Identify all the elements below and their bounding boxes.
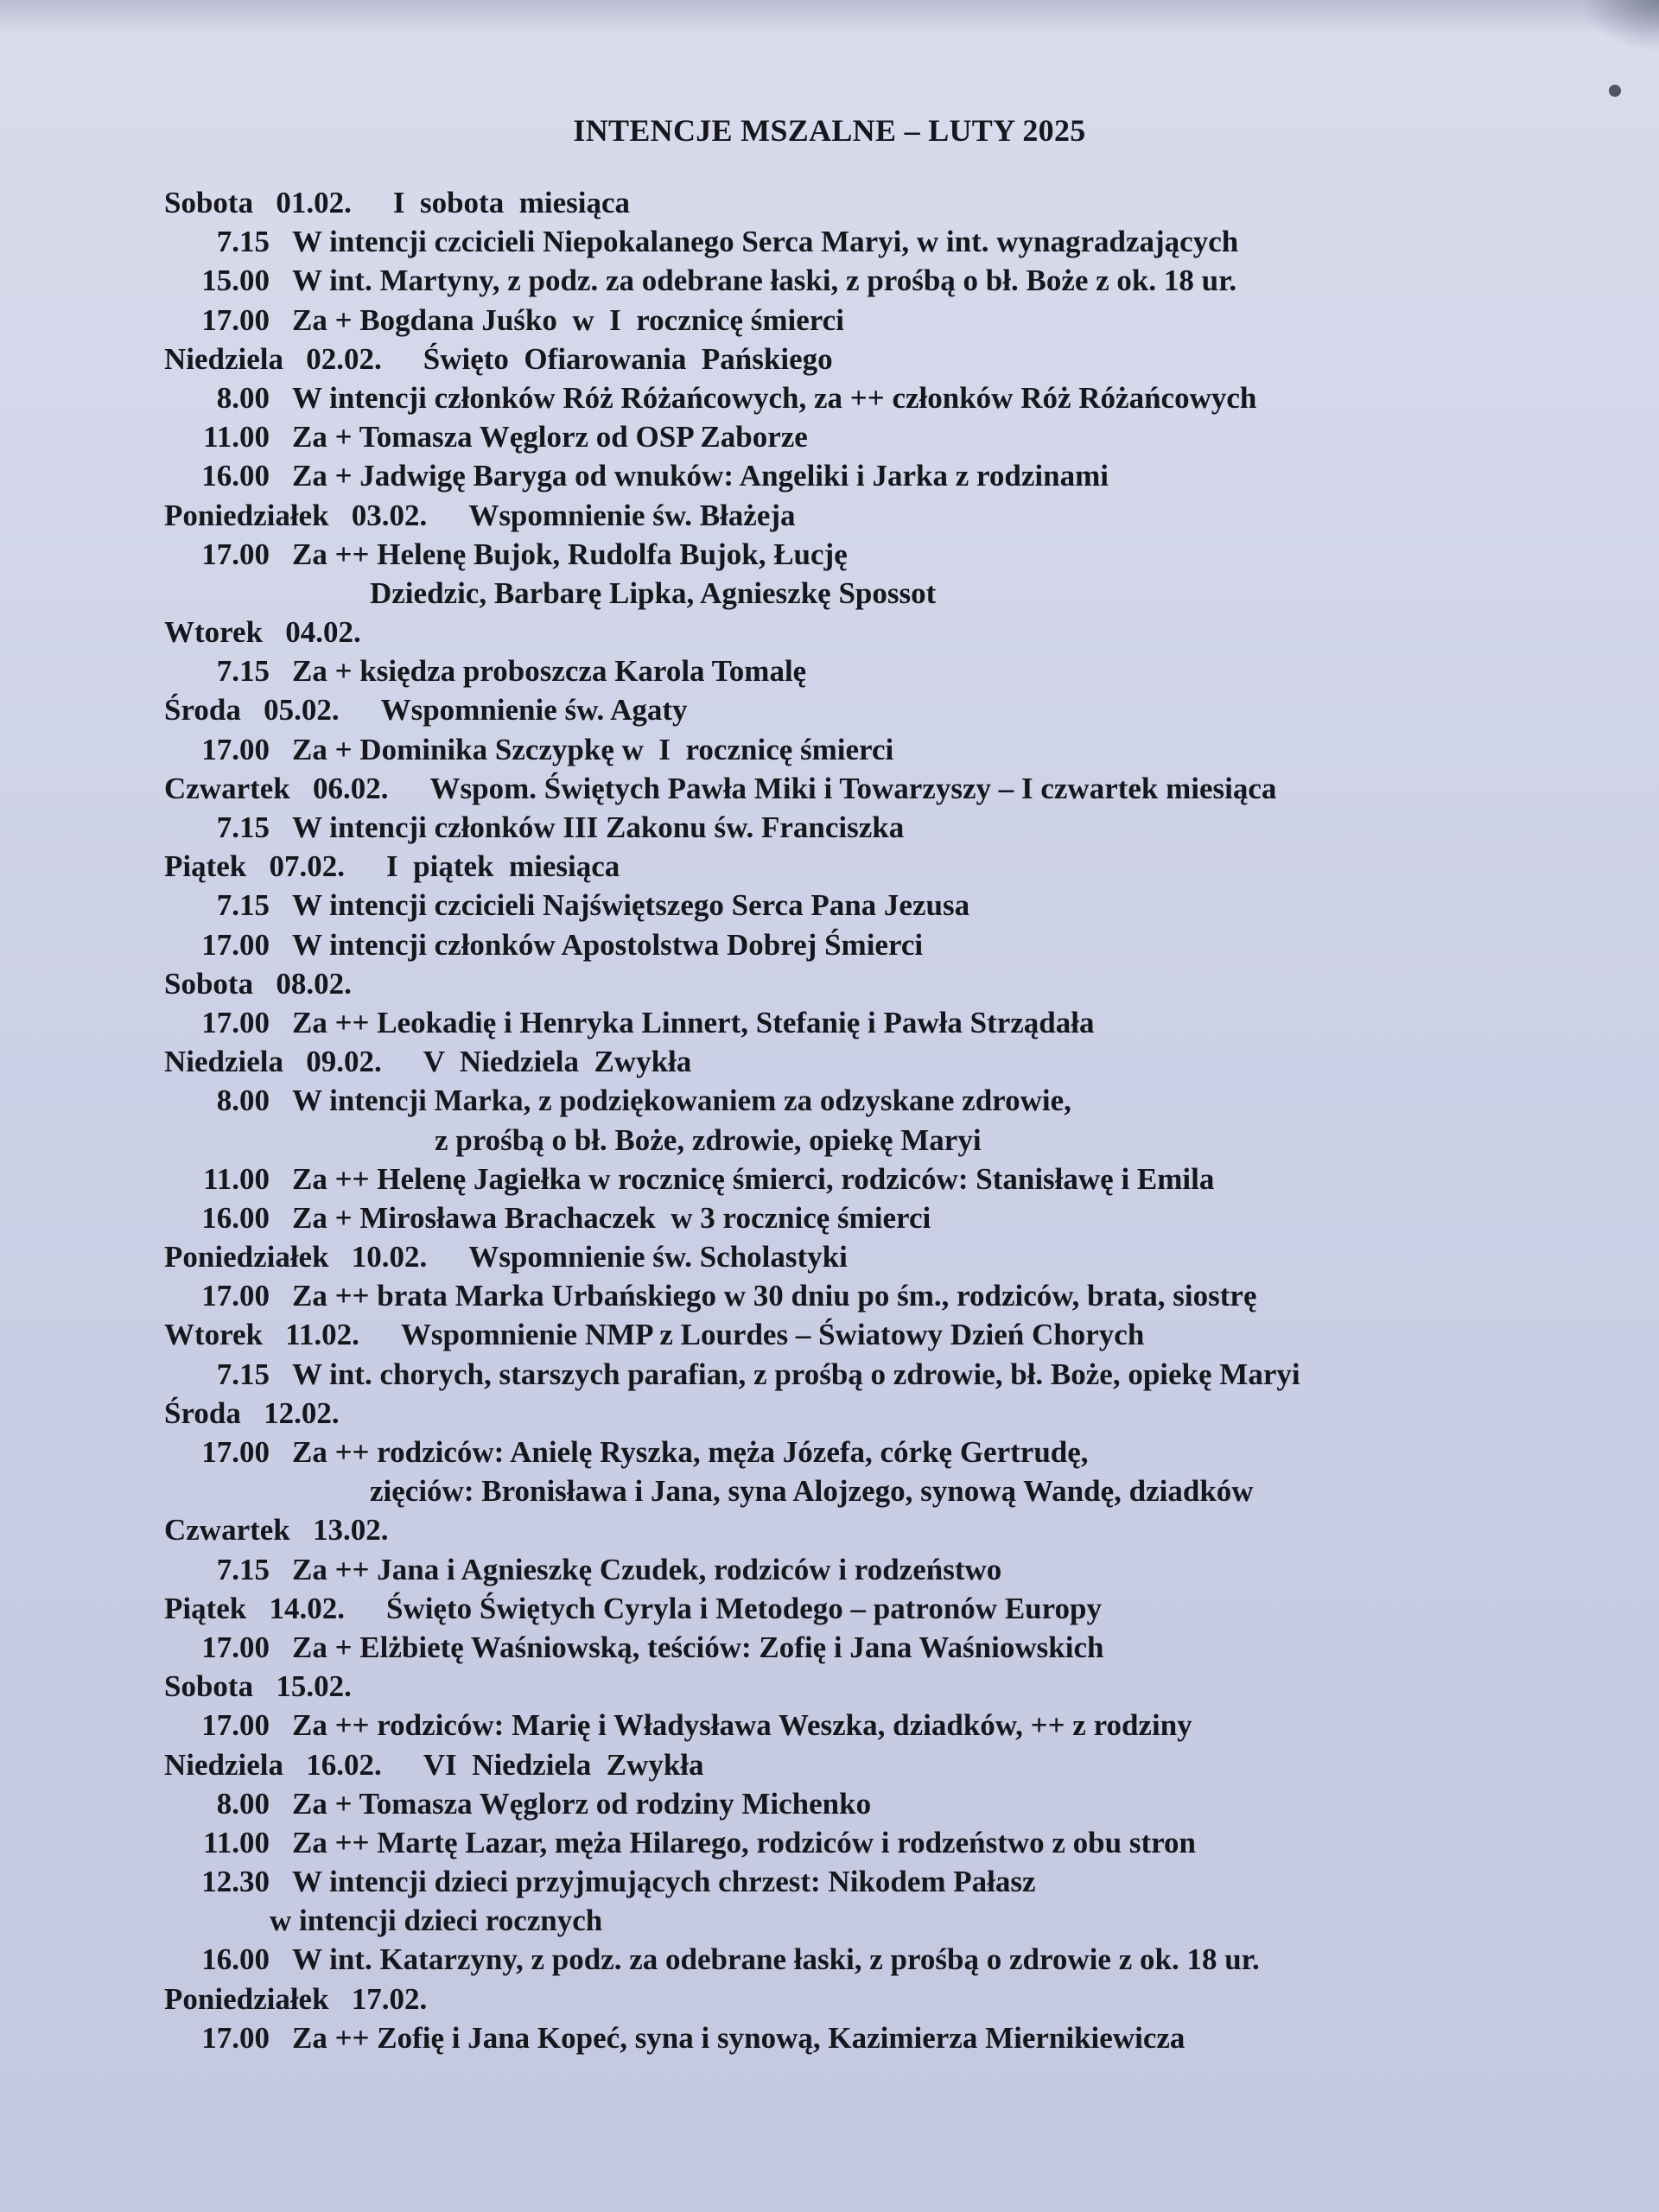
day-label: Czwartek 06.02. bbox=[164, 771, 389, 805]
day-note: I piątek miesiąca bbox=[386, 849, 620, 884]
mass-time: 8.00 bbox=[216, 1084, 270, 1118]
mass-time: 17.00 bbox=[201, 1630, 270, 1664]
mass-time: 17.00 bbox=[201, 732, 270, 766]
mass-intention: Za ++ Helenę Jagiełka w rocznicę śmierci, rodziców: Stanisławę i Emila bbox=[292, 1161, 1215, 1196]
day-note bbox=[352, 967, 393, 1001]
day-note: Święto Świętych Cyryla i Metodego – patronów Europy bbox=[386, 1591, 1103, 1625]
mass-entry bbox=[164, 2018, 1633, 2057]
mass-entry bbox=[164, 1355, 1633, 1394]
day-note bbox=[352, 1669, 393, 1703]
mass-intention: W int. chorych, starszych parafian, z prośbą o zdrowie, bł. Boże, opiekę Maryi bbox=[292, 1357, 1300, 1391]
mass-entry bbox=[164, 301, 1633, 340]
mass-intention: Za ++ Martę Lazar, męża Hilarego, rodziców i rodzeństwo z obu stron bbox=[292, 1825, 1197, 1859]
day-note: Wspomnienie św. Błażeja bbox=[468, 498, 796, 532]
day-header bbox=[164, 496, 1633, 535]
mass-entry bbox=[164, 1823, 1633, 1862]
mass-intention: Za + Jadwigę Baryga od wnuków: Angeliki i Jarka z rodzinami bbox=[292, 459, 1109, 493]
mass-intention: Za ++ Leokadię i Henryka Linnert, Stefanię i Pawła Strządała bbox=[292, 1005, 1095, 1039]
mass-time: 7.15 bbox=[216, 225, 270, 259]
day-header bbox=[164, 1237, 1633, 1276]
mass-time: 12.30 bbox=[201, 1865, 270, 1899]
day-note: Wspomnienie św. Scholastyki bbox=[468, 1240, 848, 1274]
intention-continuation bbox=[164, 1901, 1633, 1940]
day-label: Poniedziałek 10.02. bbox=[164, 1240, 428, 1274]
day-label: Poniedziałek 03.02. bbox=[164, 498, 428, 532]
document-title: INTENCJE MSZALNE – LUTY 2025 bbox=[573, 113, 1086, 148]
mass-time: 7.15 bbox=[216, 654, 270, 689]
mass-entry bbox=[164, 1784, 1633, 1823]
day-header bbox=[164, 613, 1633, 652]
mass-entry bbox=[164, 222, 1633, 261]
mass-intention: Za + Mirosława Brachaczek w 3 rocznicę śmierci bbox=[292, 1200, 931, 1235]
mass-time: 8.00 bbox=[216, 1786, 270, 1821]
mass-time: 11.00 bbox=[203, 1161, 270, 1196]
continuation-text: w intencji dzieci rocznych bbox=[270, 1904, 603, 1938]
day-header bbox=[164, 1510, 1633, 1549]
mass-entry bbox=[164, 886, 1633, 925]
mass-time: 17.00 bbox=[201, 302, 270, 337]
day-header bbox=[164, 1667, 1633, 1706]
mass-time: 7.15 bbox=[216, 810, 270, 844]
day-label: Piątek 14.02. bbox=[164, 1591, 346, 1625]
mass-intention: W intencji czcicieli Niepokalanego Serca Maryi, w int. wynagradzających bbox=[292, 225, 1239, 259]
mass-intention: Za + księdza proboszcza Karola Tomalę bbox=[292, 654, 807, 689]
day-note: I sobota miesiąca bbox=[392, 186, 630, 219]
mass-entry bbox=[164, 1081, 1633, 1120]
day-label: Poniedziałek 17.02. bbox=[164, 1981, 428, 2016]
mass-time: 11.00 bbox=[203, 1825, 270, 1859]
mass-entry bbox=[164, 261, 1633, 300]
mass-intention: Za + Elżbietę Waśniowską, teściów: Zofię i Jana Waśniowskich bbox=[292, 1630, 1104, 1664]
mass-intention: W int. Martyny, z podz. za odebrane łaski, z prośbą o bł. Boże z ok. 18 ur. bbox=[292, 264, 1237, 298]
mass-entry bbox=[164, 1706, 1633, 1745]
continuation-text: Dziedzic, Barbarę Lipka, Agnieszkę Spossot bbox=[370, 575, 937, 610]
mass-entry bbox=[164, 378, 1633, 417]
mass-time: 17.00 bbox=[201, 1435, 270, 1469]
mass-intention: Za ++ Jana i Agnieszkę Czudek, rodziców i rodzeństwo bbox=[292, 1552, 1002, 1586]
mass-entry bbox=[164, 456, 1633, 495]
mass-time: 15.00 bbox=[201, 264, 270, 298]
day-label: Środa 12.02. bbox=[164, 1395, 340, 1430]
mass-intention: Za + Tomasza Węglorz od rodziny Michenko bbox=[292, 1786, 872, 1821]
day-label: Wtorek 11.02. bbox=[164, 1318, 359, 1352]
mass-entry bbox=[164, 1862, 1633, 1901]
mass-intention: W intencji czcicieli Najświętszego Serca Pana Jezusa bbox=[292, 888, 970, 923]
paper-mark bbox=[1609, 85, 1621, 97]
mass-entry bbox=[164, 1940, 1633, 1979]
mass-intention: W intencji członków III Zakonu św. Franciszka bbox=[292, 810, 905, 844]
mass-intention: Za + Bogdana Juśko w I rocznicę śmierci bbox=[292, 302, 844, 337]
day-note bbox=[427, 1982, 468, 2016]
day-label: Sobota 08.02. bbox=[164, 966, 352, 1001]
mass-entry bbox=[164, 1160, 1633, 1198]
mass-intention: Za ++ brata Marka Urbańskiego w 30 dniu po śm., rodziców, brata, siostrę bbox=[292, 1279, 1257, 1313]
mass-intention: W int. Katarzyny, z podz. za odebrane łaski, z prośbą o zdrowie z ok. 18 ur. bbox=[292, 1942, 1260, 1977]
day-label: Czwartek 13.02. bbox=[164, 1513, 389, 1548]
mass-entry bbox=[164, 535, 1633, 574]
mass-entry bbox=[164, 1198, 1633, 1237]
mass-time: 7.15 bbox=[216, 1552, 270, 1586]
mass-time: 7.15 bbox=[216, 888, 270, 923]
mass-intention: W intencji dzieci przyjmujących chrzest: Nikodem Pałasz bbox=[292, 1865, 1036, 1899]
day-note: VI Niedziela Zwykła bbox=[423, 1747, 704, 1782]
mass-entry bbox=[164, 1276, 1633, 1315]
top-shadow bbox=[0, 0, 1659, 35]
continuation-text: z prośbą o bł. Boże, zdrowie, opiekę Maryi bbox=[435, 1122, 982, 1157]
day-label: Sobota 15.02. bbox=[164, 1669, 352, 1704]
day-label: Piątek 07.02. bbox=[164, 849, 346, 884]
mass-time: 17.00 bbox=[201, 2020, 270, 2055]
mass-entry bbox=[164, 1003, 1633, 1042]
day-note: Wspom. Świętych Pawła Miki i Towarzyszy – I czwartek miesiąca bbox=[429, 771, 1277, 805]
day-note bbox=[389, 1513, 430, 1547]
mass-intention: Za + Tomasza Węglorz od OSP Zaborze bbox=[292, 420, 808, 454]
mass-time: 7.15 bbox=[216, 1357, 270, 1391]
mass-intention: W intencji członków Róż Różańcowych, za ++ członków Róż Różańcowych bbox=[292, 380, 1257, 415]
mass-intention: Za ++ Helenę Bujok, Rudolfa Bujok, Łucję bbox=[292, 537, 848, 571]
mass-intention: Za ++ rodziców: Anielę Ryszka, męża Józefa, córkę Gertrudę, bbox=[292, 1435, 1089, 1469]
day-label: Niedziela 09.02. bbox=[164, 1045, 382, 1079]
day-header bbox=[164, 847, 1633, 886]
mass-entry bbox=[164, 808, 1633, 847]
day-header bbox=[164, 964, 1633, 1003]
mass-time: 11.00 bbox=[203, 420, 270, 454]
day-note: Wspomnienie św. Agaty bbox=[380, 693, 688, 728]
mass-entry bbox=[164, 1550, 1633, 1589]
mass-entry bbox=[164, 1433, 1633, 1471]
day-label: Środa 05.02. bbox=[164, 693, 340, 728]
mass-time: 16.00 bbox=[201, 1942, 270, 1977]
day-header bbox=[164, 1745, 1633, 1784]
mass-entry bbox=[164, 652, 1633, 690]
continuation-text: zięciów: Bronisława i Jana, syna Alojzego, synową Wandę, dziadków bbox=[370, 1474, 1254, 1509]
day-label: Niedziela 16.02. bbox=[164, 1747, 382, 1782]
day-header bbox=[164, 1315, 1633, 1354]
mass-intention: W intencji Marka, z podziękowaniem za odzyskane zdrowie, bbox=[292, 1084, 1071, 1118]
mass-time: 17.00 bbox=[201, 1708, 270, 1743]
day-note: Święto Ofiarowania Pańskiego bbox=[423, 341, 833, 376]
day-header bbox=[164, 690, 1633, 729]
day-note: Wspomnienie NMP z Lourdes – Światowy Dzień Chorych bbox=[400, 1318, 1145, 1352]
day-header bbox=[164, 340, 1633, 378]
mass-time: 16.00 bbox=[201, 1200, 270, 1235]
mass-time: 17.00 bbox=[201, 927, 270, 962]
mass-entry bbox=[164, 730, 1633, 769]
mass-time: 8.00 bbox=[216, 380, 270, 415]
mass-intention: Za ++ rodziców: Marię i Władysława Weszka, dziadków, ++ z rodziny bbox=[292, 1708, 1192, 1743]
mass-entry bbox=[164, 1628, 1633, 1667]
mass-time: 17.00 bbox=[201, 537, 270, 571]
mass-time: 16.00 bbox=[201, 459, 270, 493]
intention-continuation bbox=[164, 1471, 1633, 1510]
intention-continuation bbox=[164, 1121, 1633, 1160]
day-header bbox=[164, 183, 1633, 222]
day-note bbox=[361, 615, 403, 649]
corner-shadow bbox=[1581, 0, 1659, 52]
day-note: V Niedziela Zwykła bbox=[423, 1045, 692, 1079]
mass-time: 17.00 bbox=[201, 1005, 270, 1039]
intentions-list bbox=[164, 183, 1633, 2057]
day-header bbox=[164, 769, 1633, 808]
mass-intention: Za + Dominika Szczypkę w I rocznicę śmierci bbox=[292, 732, 894, 766]
mass-entry bbox=[164, 925, 1633, 964]
mass-intention: W intencji członków Apostolstwa Dobrej Śmierci bbox=[292, 927, 924, 962]
mass-time: 17.00 bbox=[201, 1279, 270, 1313]
intention-continuation bbox=[164, 574, 1633, 613]
day-label: Niedziela 02.02. bbox=[164, 341, 382, 376]
day-header bbox=[164, 1042, 1633, 1081]
day-header bbox=[164, 1589, 1633, 1628]
day-header bbox=[164, 1980, 1633, 2018]
day-header bbox=[164, 1394, 1633, 1433]
day-label: Wtorek 04.02. bbox=[164, 615, 361, 650]
day-label: Sobota 01.02. bbox=[164, 186, 352, 219]
day-note bbox=[340, 1396, 381, 1430]
mass-intention: Za ++ Zofię i Jana Kopeć, syna i synową, Kazimierza Miernikiewicza bbox=[292, 2020, 1185, 2055]
mass-entry bbox=[164, 417, 1633, 456]
